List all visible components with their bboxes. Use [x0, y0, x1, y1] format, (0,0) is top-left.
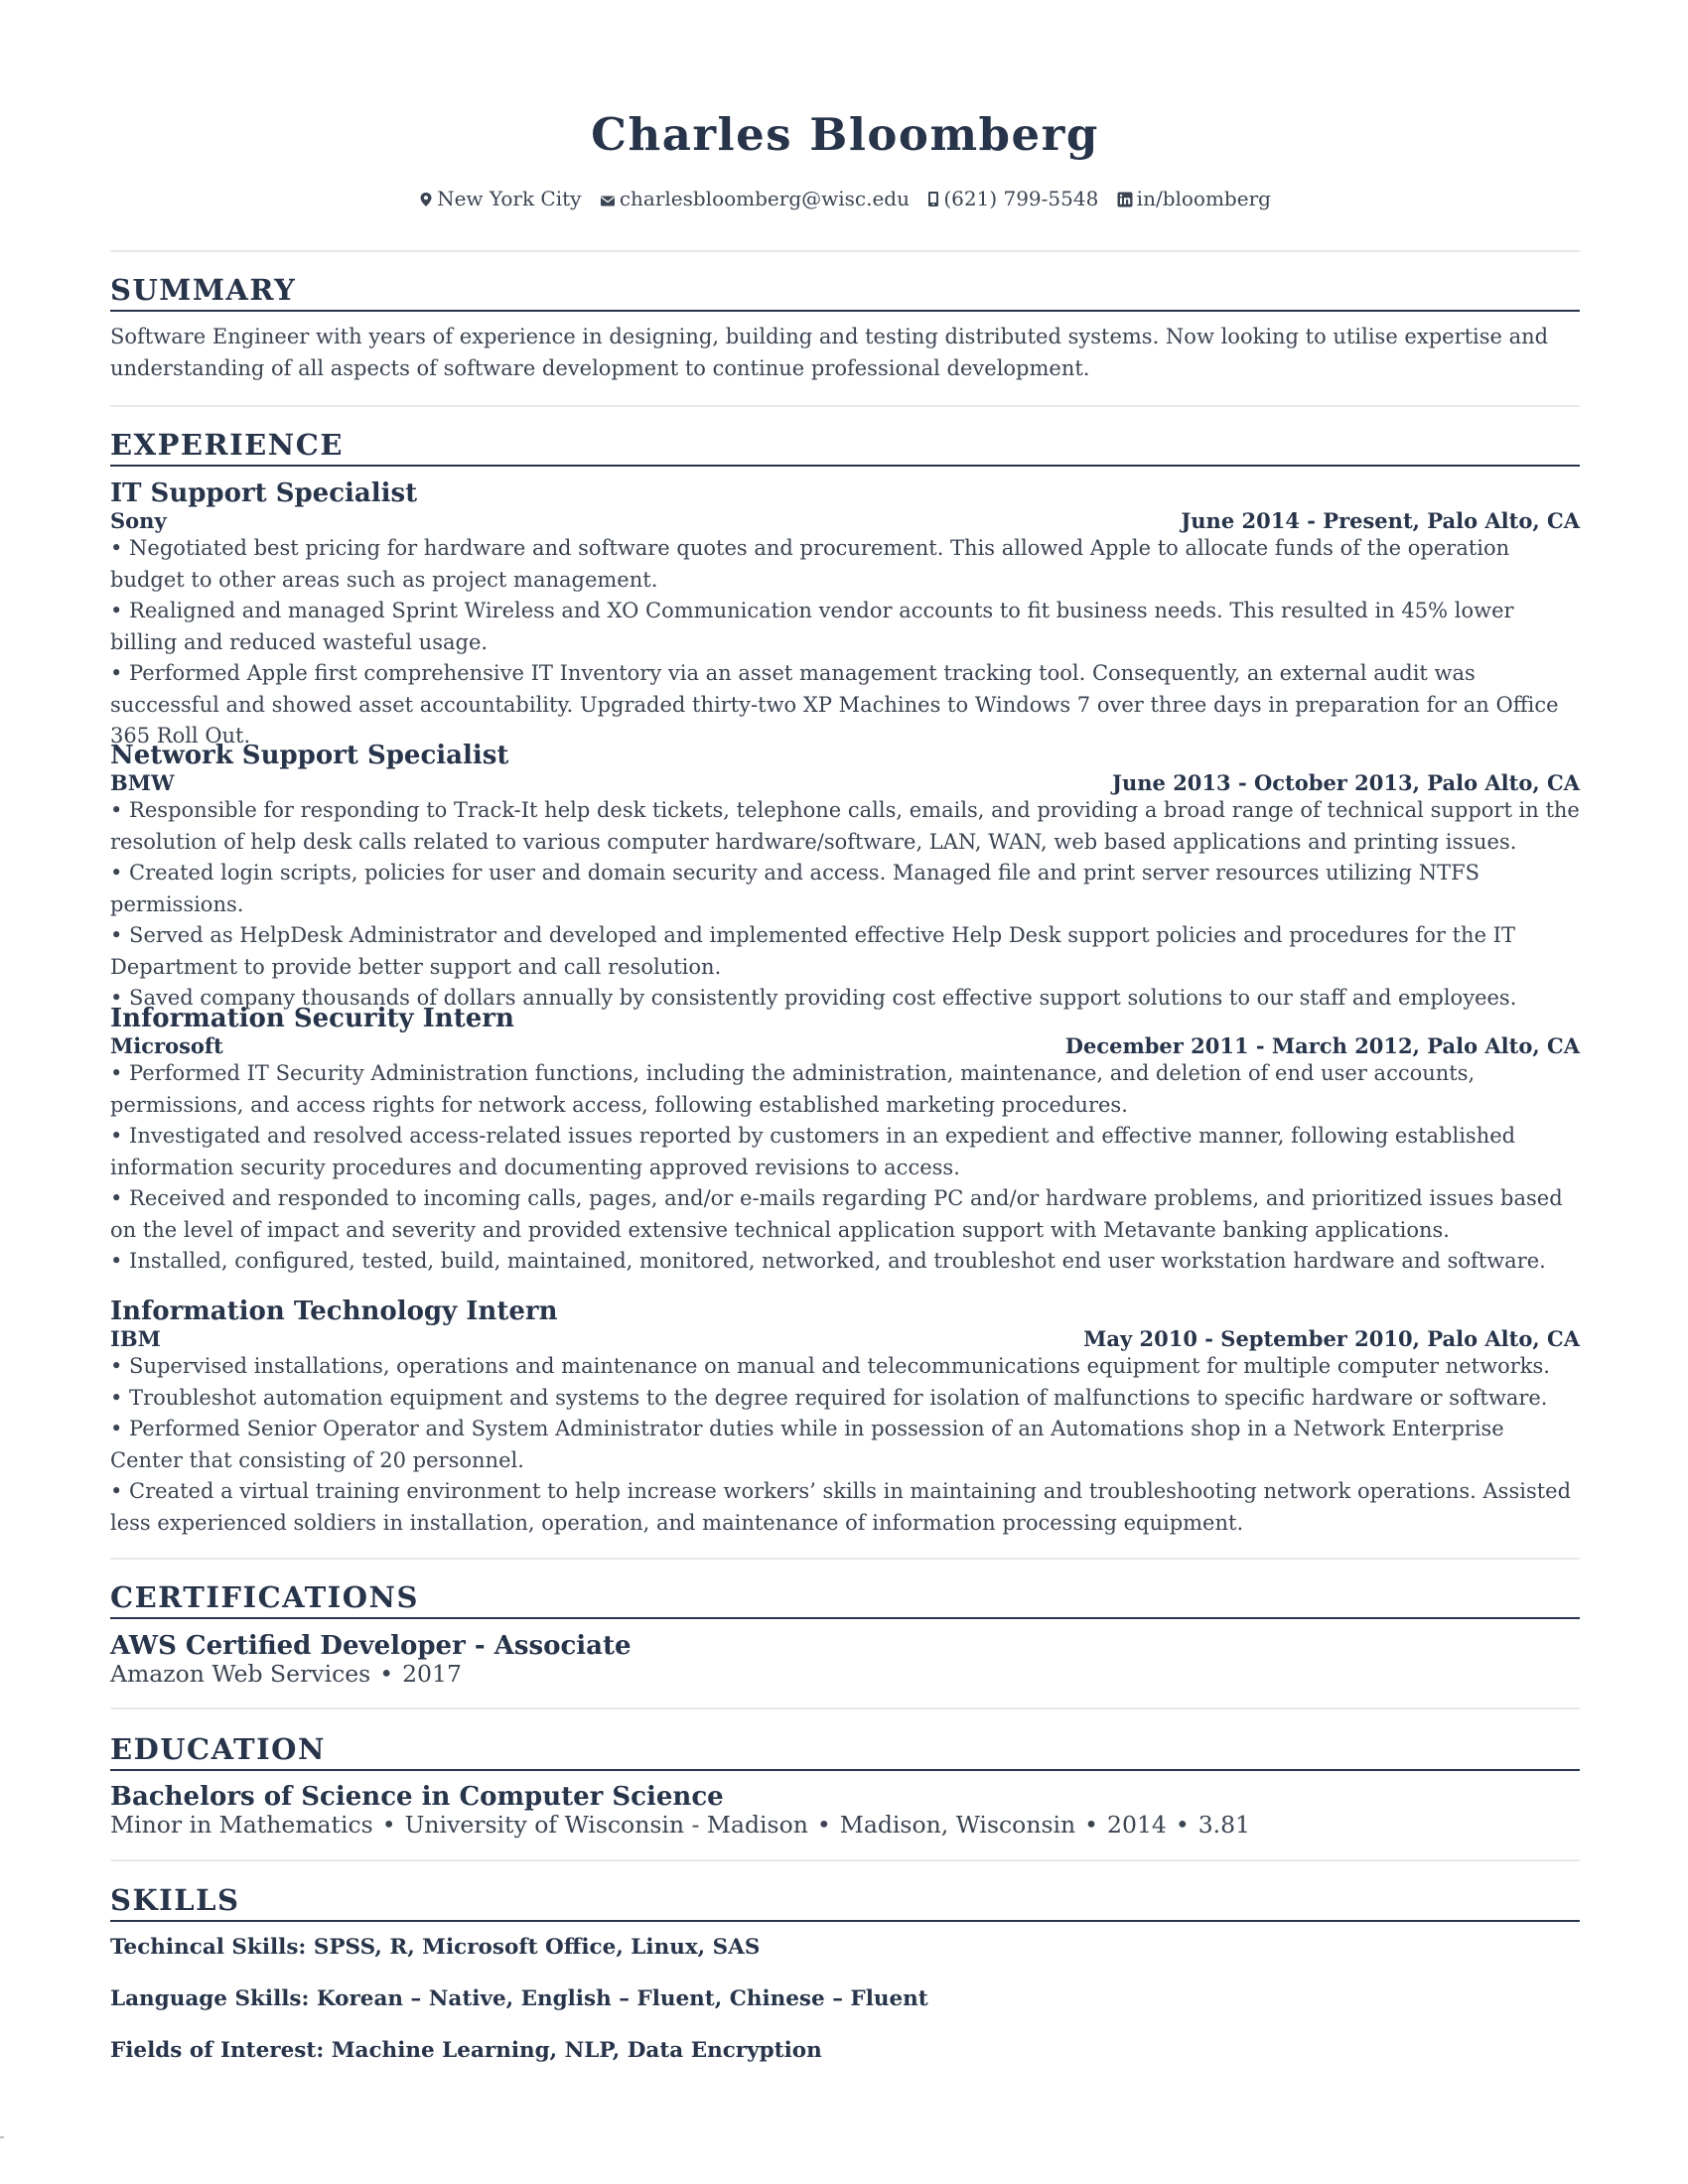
education-school: University of Wisconsin - Madison: [404, 1811, 808, 1839]
job-company: BMW: [110, 770, 175, 795]
job-bullet: • Created login scripts, policies for user and domain security and access. Managed file and print server resources utilizing NTFS permissions.: [110, 861, 1480, 916]
experience-heading: EXPERIENCE: [110, 427, 1580, 467]
job-bullet: • Troubleshot automation equipment and systems to the degree required for isolation of malfunctions to specific hardware or software.: [110, 1385, 1548, 1410]
job-date-location: December 2011 - March 2012, Palo Alto, CA: [1064, 1033, 1580, 1058]
contact-linkedin-text[interactable]: in/bloomberg: [1136, 187, 1271, 210]
job-bullet: • Performed Apple first comprehensive IT Inventory via an asset management tracking tool. Consequently, an external audit was successful and showed asset accountability. Upgraded thirty-two XP Machines to Windows 7 over three days in preparation for an Office 365 Roll Out.: [110, 661, 1559, 748]
education-location: Madison, Wisconsin: [839, 1811, 1076, 1839]
summary-text: Software Engineer with years of experience in designing, building and testing distributed systems. Now looking to utilise expertise and understanding of all aspects of software development to continue professional development.: [110, 325, 1549, 380]
job-bullet: • Realigned and managed Sprint Wireless and XO Communication vendor accounts to fit business needs. This resulted in 45% lower billing and reduced wasteful usage.: [110, 599, 1514, 654]
job-title: Information Security Intern: [110, 1004, 514, 1033]
section-divider: [110, 250, 1580, 252]
skills-heading: SKILLS: [110, 1882, 1580, 1922]
job-bullet: • Received and responded to incoming calls, pages, and/or e-mails regarding PC and/or hardware problems, and prioritized issues based on the level of impact and severity and provided extensive technical application support with Metavante banking applications.: [110, 1186, 1563, 1242]
job-bullet: • Performed Senior Operator and System Administrator duties while in possession of an Automations shop in a Network Enterprise Center that consisting of 20 personnel.: [110, 1417, 1504, 1472]
job-company: Microsoft: [110, 1033, 223, 1058]
certifications-heading: CERTIFICATIONS: [110, 1579, 1580, 1619]
education-gpa: 3.81: [1197, 1811, 1251, 1839]
education-degree: Bachelors of Science in Computer Science: [110, 1782, 724, 1812]
candidate-name: Charles Bloomberg: [591, 108, 1099, 161]
summary-heading: SUMMARY: [110, 272, 1580, 312]
job-title: Information Technology Intern: [110, 1297, 558, 1326]
separator-dot: •: [816, 1811, 831, 1839]
section-divider: [110, 1707, 1580, 1709]
certification-details: [110, 1659, 462, 1689]
separator-dot: •: [381, 1811, 396, 1839]
job-bullet: • Responsible for responding to Track-It help desk tickets, telephone calls, emails, and providing a broad range of technical support in the resolution of help desk calls related to various computer hardware/software, LAN, WAN, web based applications and printing issues.: [110, 798, 1580, 854]
separator-dot: •: [1175, 1811, 1190, 1839]
job-bullet: • Negotiated best pricing for hardware and software quotes and procurement. This allowed Apple to allocate funds of the operation budget to other areas such as project management.: [110, 536, 1510, 592]
section-divider: [110, 405, 1580, 407]
education-heading: EDUCATION: [110, 1731, 1580, 1771]
contact-location: [419, 185, 581, 212]
section-divider: [110, 1558, 1580, 1560]
job-bullet: • Performed IT Security Administration functions, including the administration, maintenance, and deletion of end user accounts, permissions, and access rights for network access, following established marketing procedures.: [110, 1061, 1476, 1117]
job-company: IBM: [110, 1326, 161, 1351]
job-date-location: May 2010 - September 2010, Palo Alto, CA: [1083, 1326, 1580, 1351]
contact-email-text[interactable]: charlesbloomberg@wisc.edu: [619, 187, 910, 210]
contact-bar: [110, 185, 1580, 212]
contact-location-text: New York City: [437, 187, 582, 210]
contact-email[interactable]: [600, 185, 910, 212]
page-edge-mark: [0, 2136, 4, 2138]
job-bullet: • Investigated and resolved access-related issues reported by customers in an expedient and effective manner, following established information security procedures and documenting approved revisions to access.: [110, 1124, 1516, 1179]
job-bullet: • Served as HelpDesk Administrator and developed and implemented effective Help Desk support policies and procedures for the IT Department to provide better support and call resolution.: [110, 923, 1515, 979]
certification-name: AWS Certified Developer - Associate: [110, 1631, 632, 1661]
contact-phone[interactable]: [927, 185, 1098, 212]
job-bullet: • Supervised installations, operations and maintenance on manual and telecommunications equipment for multiple computer networks.: [110, 1354, 1550, 1378]
skill-line-interests: Fields of Interest: Machine Learning, NLP, Data Encryption: [110, 2038, 822, 2063]
education-details: [110, 1810, 1250, 1840]
contact-linkedin[interactable]: [1117, 185, 1271, 212]
job-bullets: [110, 1058, 1580, 1278]
envelope-icon: [600, 195, 616, 207]
job-bullet: • Created a virtual training environment to help increase workers’ skills in maintaining and troubleshooting network operations. Assisted less experienced soldiers in installation, operation, and maintenance of information processing equipment.: [110, 1479, 1572, 1535]
job-title: Network Support Specialist: [110, 741, 509, 770]
contact-phone-text[interactable]: (621) 799-5548: [943, 187, 1099, 210]
job-bullets: [110, 795, 1580, 1015]
linkedin-icon: [1117, 192, 1133, 207]
job-date-location: June 2014 - Present, Palo Alto, CA: [1181, 508, 1580, 533]
job-bullet: • Saved company thousands of dollars annually by consistently providing cost effective support solutions to our staff and employees.: [110, 986, 1517, 1010]
certification-year: 2017: [402, 1660, 462, 1688]
certification-issuer: Amazon Web Services: [110, 1660, 371, 1688]
location-pin-icon: [419, 192, 433, 207]
separator-dot: •: [1084, 1811, 1099, 1839]
skill-line-language: Language Skills: Korean – Native, English – Fluent, Chinese – Fluent: [110, 1986, 928, 2011]
job-bullets: [110, 1351, 1580, 1539]
separator-dot: •: [379, 1660, 394, 1688]
section-divider: [110, 1859, 1580, 1861]
skill-line-technical: Techincal Skills: SPSS, R, Microsoft Office, Linux, SAS: [110, 1935, 761, 1960]
job-title: IT Support Specialist: [110, 478, 418, 508]
education-minor: Minor in Mathematics: [110, 1811, 373, 1839]
phone-icon: [927, 191, 939, 207]
job-date-location: June 2013 - October 2013, Palo Alto, CA: [1112, 770, 1580, 795]
job-bullet: • Installed, configured, tested, build, maintained, monitored, networked, and troubleshot end user workstation hardware and software.: [110, 1249, 1546, 1273]
education-year: 2014: [1107, 1811, 1167, 1839]
job-company: Sony: [110, 508, 167, 533]
job-bullets: [110, 533, 1580, 752]
